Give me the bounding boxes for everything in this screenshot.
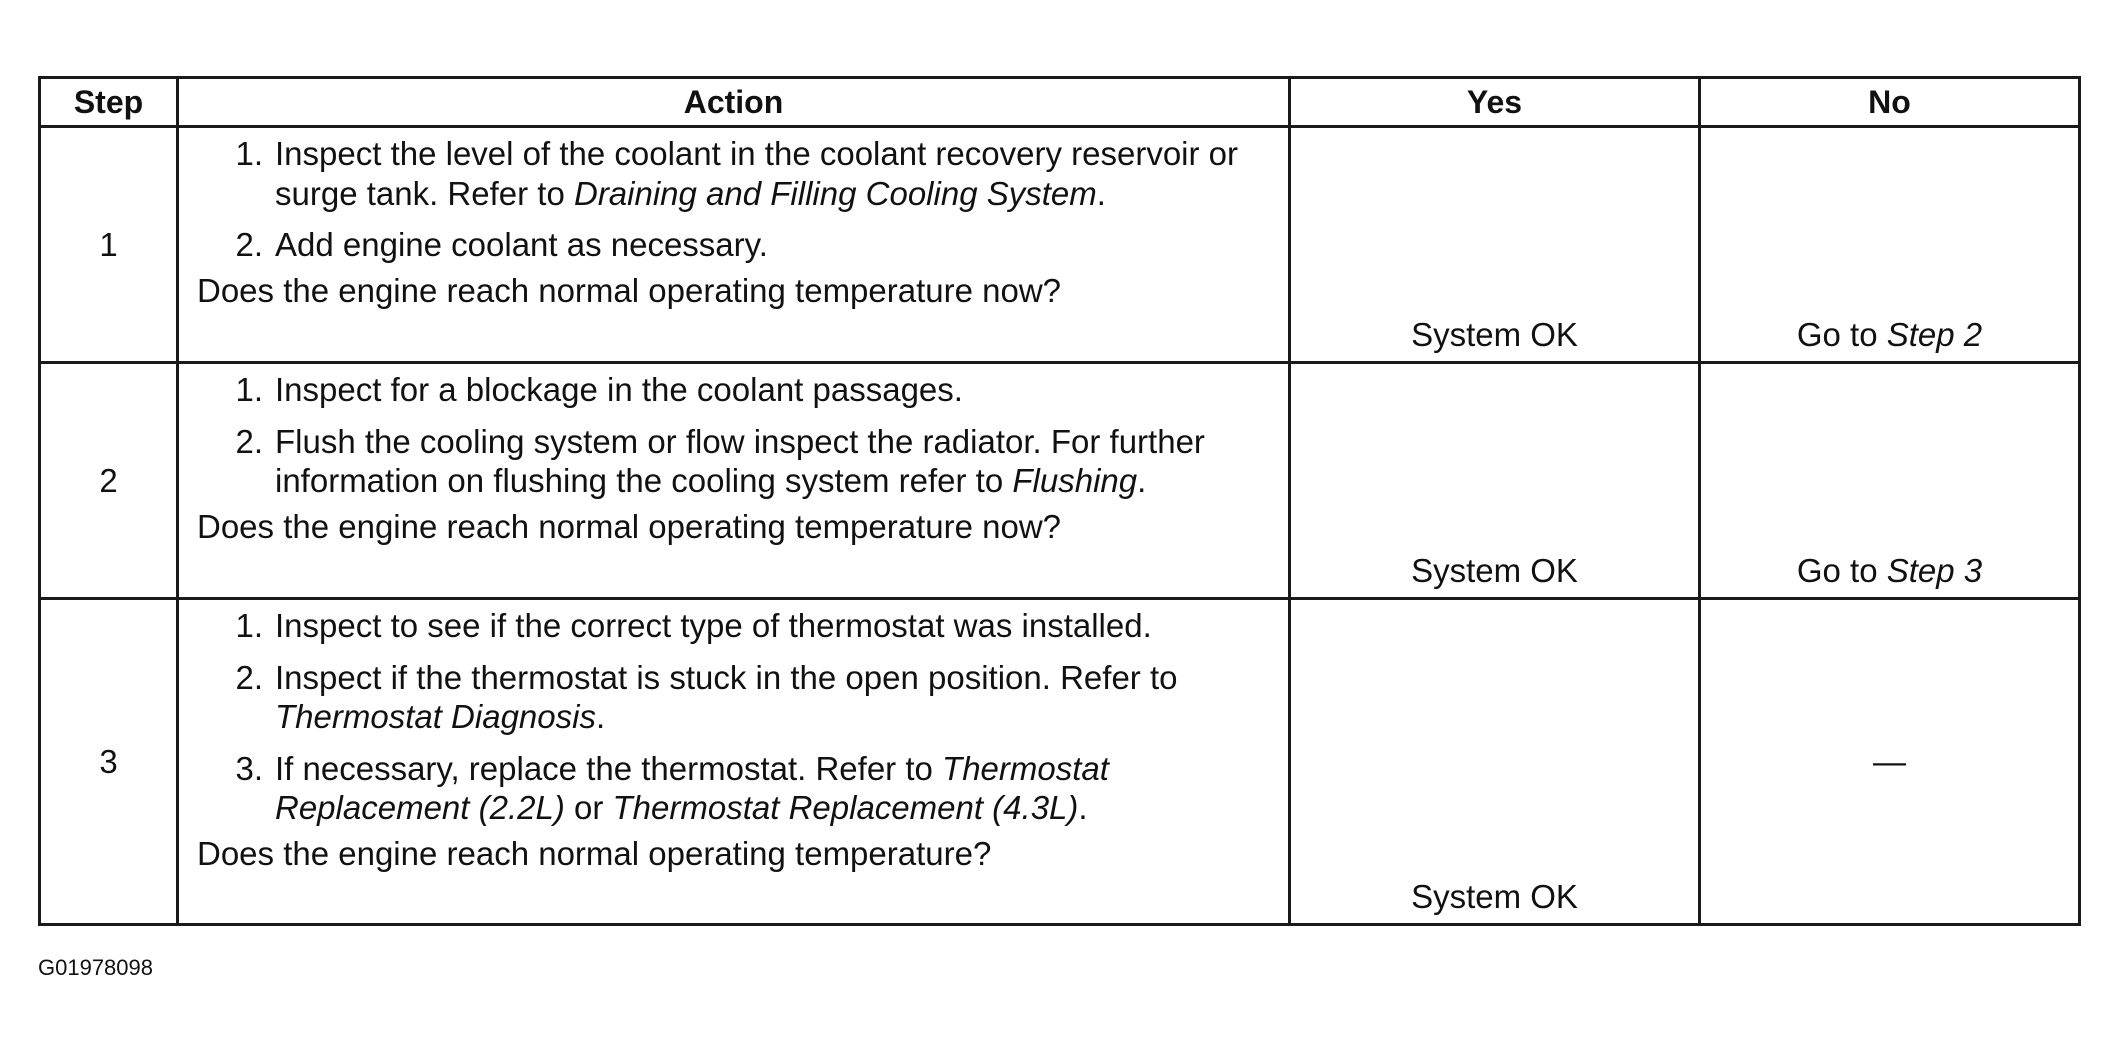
sub-step-number: 1. bbox=[235, 607, 263, 644]
table-row bbox=[40, 363, 2080, 599]
sub-step-text: Inspect to see if the correct type of thermostat was installed. bbox=[275, 607, 1152, 644]
sub-step-number: 2. bbox=[235, 658, 263, 696]
sub-step-text: Add engine coolant as necessary. bbox=[275, 226, 768, 264]
sub-step-item bbox=[197, 749, 1266, 828]
reference-link[interactable]: Thermostat Replacement (4.3L) bbox=[612, 789, 1079, 827]
sub-step-text bbox=[275, 134, 1266, 213]
sub-step-text bbox=[275, 749, 1266, 828]
reference-link[interactable]: Thermostat Diagnosis bbox=[275, 698, 596, 736]
no-result-text: Go to bbox=[1796, 316, 1887, 354]
action-cell bbox=[178, 127, 1290, 363]
sub-step-item bbox=[197, 422, 1266, 501]
sub-step-number: 2. bbox=[235, 226, 263, 264]
sub-step-text-end: . bbox=[595, 698, 606, 736]
yes-result: System OK bbox=[1290, 363, 1700, 599]
no-result bbox=[1700, 363, 2080, 599]
sub-step-text-end: . bbox=[1078, 789, 1088, 827]
sub-step-text bbox=[275, 422, 1266, 501]
sub-step-number: 3. bbox=[235, 749, 263, 787]
sub-step-item bbox=[197, 606, 1266, 646]
sub-step-text: Inspect for a blockage in the coolant passages. bbox=[275, 371, 963, 408]
step-link[interactable]: Step 3 bbox=[1886, 552, 1983, 590]
sub-step-text-plain: Inspect if the thermostat is stuck in the open position. Refer to bbox=[275, 658, 1178, 696]
sub-step-list bbox=[197, 370, 1266, 501]
sub-step-number: 1. bbox=[235, 371, 263, 408]
sub-step-text bbox=[275, 658, 1266, 737]
sub-step-number: 1. bbox=[235, 135, 263, 172]
step-number: 3 bbox=[40, 599, 178, 925]
step-number: 1 bbox=[40, 127, 178, 363]
header-action: Action bbox=[178, 78, 1290, 127]
no-result bbox=[1700, 127, 2080, 363]
figure-id: G01978098 bbox=[38, 955, 153, 980]
sub-step-list bbox=[197, 134, 1266, 265]
question-text: Does the engine reach normal operating temperature? bbox=[197, 834, 992, 872]
sub-step-item bbox=[197, 134, 1266, 213]
sub-step-text-plain: Flush the cooling system or flow inspect the radiator. For further information on flushing the cooling system refer to bbox=[275, 422, 1205, 500]
sub-step-item bbox=[197, 658, 1266, 737]
yes-result: System OK bbox=[1290, 599, 1700, 925]
table-row bbox=[40, 599, 2080, 925]
sub-step-text-plain: Inspect the level of the coolant in the coolant recovery reservoir or surge tank. Refer to bbox=[275, 135, 1239, 212]
sub-step-text-plain: If necessary, replace the thermostat. Refer to bbox=[275, 749, 943, 787]
question-text: Does the engine reach normal operating temperature now? bbox=[197, 271, 1062, 309]
sub-step-list bbox=[197, 606, 1266, 828]
header-row bbox=[40, 78, 2080, 127]
header-step: Step bbox=[40, 78, 178, 127]
sub-step-number: 2. bbox=[235, 422, 263, 460]
diagnostic-table bbox=[38, 76, 2081, 926]
question-text: Does the engine reach normal operating temperature now? bbox=[197, 507, 1062, 545]
no-result: — bbox=[1700, 599, 2080, 925]
reference-link[interactable]: Draining and Filling Cooling System bbox=[573, 174, 1097, 212]
sub-step-item bbox=[197, 225, 1266, 265]
step-link[interactable]: Step 2 bbox=[1886, 316, 1983, 354]
sub-step-item bbox=[197, 370, 1266, 410]
yes-result: System OK bbox=[1290, 127, 1700, 363]
table-row bbox=[40, 127, 2080, 363]
sub-step-text-end: . bbox=[1137, 462, 1147, 500]
sub-step-text-connector: or bbox=[564, 789, 613, 827]
header-no: No bbox=[1700, 78, 2080, 127]
sub-step-text-end: . bbox=[1096, 174, 1106, 212]
header-yes: Yes bbox=[1290, 78, 1700, 127]
step-number: 2 bbox=[40, 363, 178, 599]
no-result-text: Go to bbox=[1796, 552, 1887, 590]
action-cell bbox=[178, 599, 1290, 925]
reference-link[interactable]: Flushing bbox=[1012, 462, 1138, 500]
action-cell bbox=[178, 363, 1290, 599]
reference-link[interactable]: Thermostat Replacement (2.2L) bbox=[275, 749, 1109, 827]
